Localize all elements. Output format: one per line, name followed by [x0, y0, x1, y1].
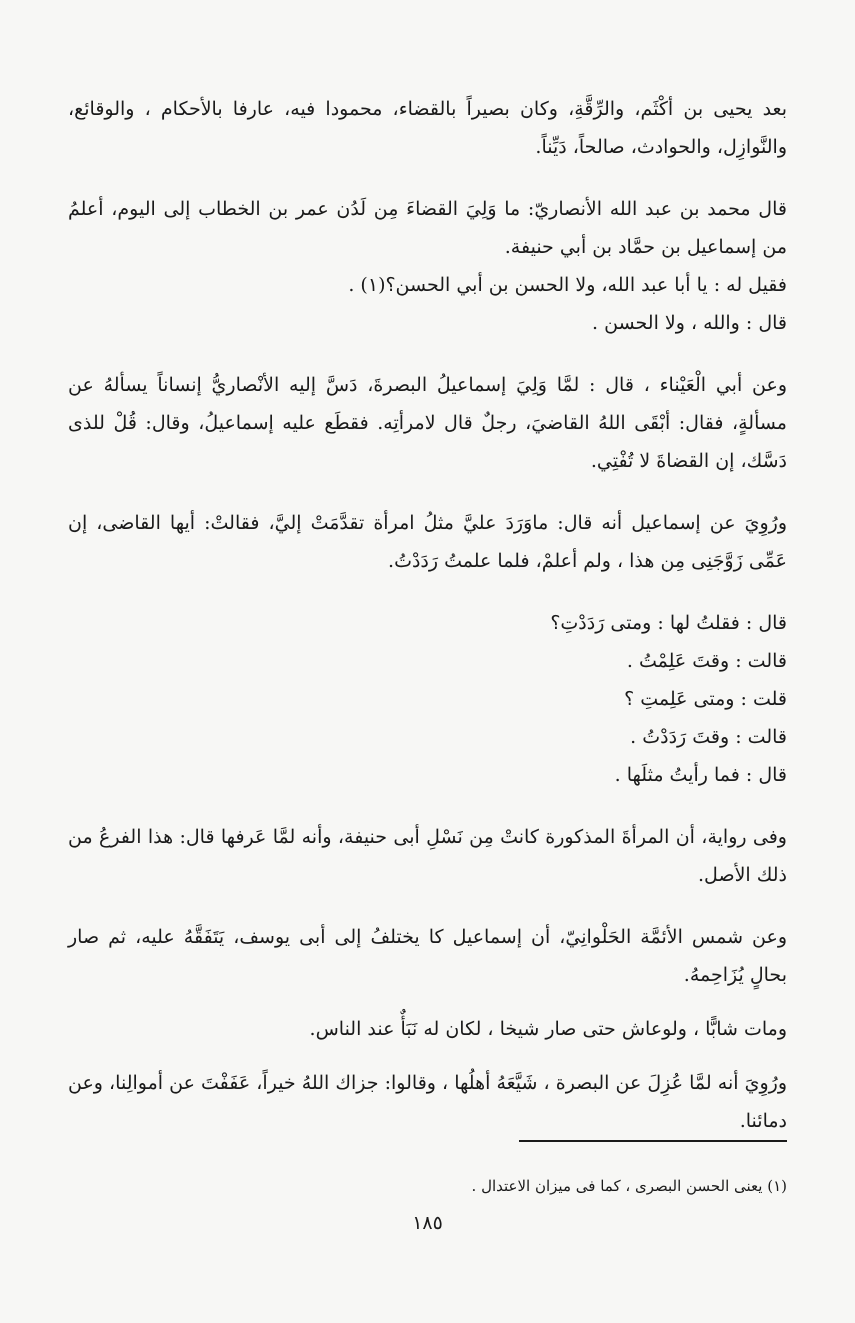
page-number: ١٨٥ — [412, 1212, 443, 1234]
paragraph-9: ومات شابًّا ، ولوعاش حتى صار شيخا ، لكان له نَبَأٌ عند الناس. — [309, 1018, 787, 1040]
footnote: (١) يعنى الحسن البصرى ، كما فى ميزان الاعتدال . — [471, 1177, 787, 1195]
footnote-separator — [519, 1140, 787, 1142]
dialogue-line: قالت : وقتَ رَدَدْتُ . — [630, 726, 787, 748]
dialogue-line: قالت : وقتَ عَلِمْتُ . — [626, 650, 787, 672]
dialogue-line: قال : فقلتُ لها : ومتى رَدَدْتِ؟ — [550, 612, 787, 634]
paragraph-7: وفى رواية، أن المرأةَ المذكورة كانتْ مِن نَسْلِ أبى حنيفة، وأنه لمَّا عَرفها قال: هذا الفرعُ من ذلك الأصل. — [68, 826, 787, 886]
paragraph-10: ورُوِيَ أنه لمَّا عُزِلَ عن البصرة ، شَيَّعَهُ أهلُها ، وقالوا: جزاك اللهُ خيراً، عَفَفْتَ عن أموالِنا، وعن دمائنا. — [68, 1072, 787, 1132]
paragraph-6: ورُوِيَ عن إسماعيل أنه قال: ماوَرَدَ عليَّ مثلُ امرأة تقدَّمَتْ إليَّ، فقالتْ: أيها القاضى، إن عَمِّى زَوَّجَنِى مِن هذا ، ولم أعلمْ، فلما علمتُ رَدَدْتُ. — [68, 512, 787, 572]
paragraph-5: وعن أبي الْعَيْناء ، قال : لمَّا وَلِيَ إسماعيلُ البصرةَ، دَسَّ إليه الأنْصاريُّ إنساناً يسألهُ عن مسألةٍ، فقال: أبْقَى اللهُ القاضيَ، رجلٌ قال لامرأتِه. فقطَع عليه إسماعيلُ، وقال: قُلْ للذى دَسَّك، إن القضاةَ لا تُفْتِي. — [68, 374, 787, 472]
dialogue-line: قال : فما رأيتُ مثلَها . — [614, 764, 787, 786]
dialogue-line: قلت : ومتى عَلِمتِ ؟ — [624, 688, 787, 710]
paragraph-1: بعد يحيى بن أكْثَم، والرِّقَّةِ، وكان بصيراً بالقضاء، محمودا فيه، عارفا بالأحكام ، والوقائع، والنَّوازِل، والحوادث، صالحاً، دَيِّناً. — [68, 98, 787, 158]
dialogue-block — [68, 604, 787, 794]
paragraph-3: فقيل له : يا أبا عبد الله، ولا الحسن بن أبي الحسن؟(١) . — [348, 274, 787, 296]
paragraph-2: قال محمد بن عبد الله الأنصاريّ: ما وَلِيَ القضاءَ مِن لَدُن عمر بن الخطاب إلى اليوم، أعلمُ من إسماعيل بن حمَّاد بن أبي حنيفة. — [68, 198, 787, 258]
paragraph-4: قال : والله ، ولا الحسن . — [592, 312, 787, 334]
main-text — [68, 90, 787, 1140]
paragraph-8: وعن شمس الأئمَّة الحَلْوانِيّ، أن إسماعيل كا يختلفُ إلى أبى يوسف، يَتَفَقَّهُ عليه، ثم صار بحالٍ يُزَاحِمهُ. — [68, 926, 787, 986]
